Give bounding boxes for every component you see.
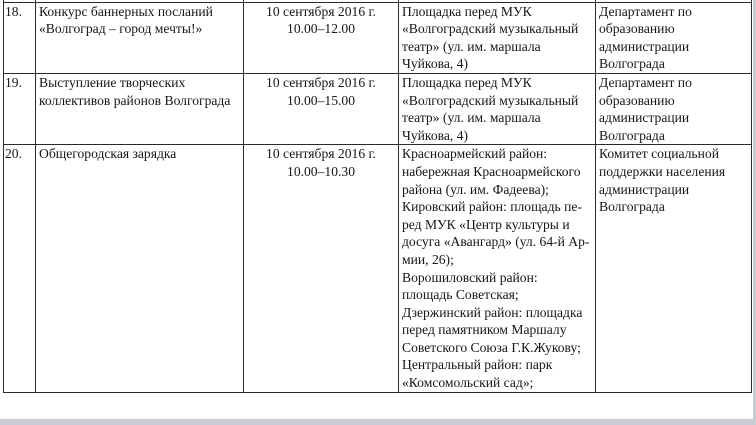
place-cell: Площадка перед МУК «Волгоградский музыкальный театр» (ул. им. маршала Чуйкова, 4) [399, 2, 596, 73]
organizer-cell: Департамент по образованию администрации Волгограда [596, 73, 752, 144]
organizer-cell: Департамент по образованию администрации Волгограда [596, 2, 752, 73]
table-row [4, 2, 752, 73]
place-cell: Площадка перед МУК «Волгоградский музыкальный театр» (ул. им. маршала Чуйкова, 4) [399, 73, 596, 144]
date-cell: 10 сентября 2016 г. 10.00–10.30 [244, 145, 399, 392]
row-number: 20. [4, 145, 36, 392]
events-table [3, 0, 752, 393]
organizer-cell: Комитет социальной поддержки населения администрации Волгограда [596, 145, 752, 392]
row-number: 19. [4, 73, 36, 144]
event-cell: Общегородская зарядка [36, 145, 244, 392]
event-cell: Конкурс баннерных посланий «Волгоград – город мечты!» [36, 2, 244, 73]
schedule-page [3, 0, 751, 393]
table-row [4, 73, 752, 144]
event-cell: Выступление творческих коллективов районов Волгограда [36, 73, 244, 144]
date-cell: 10 сентября 2016 г. 10.00–12.00 [244, 2, 399, 73]
place-cell: Красноармейский район: набережная Красноармейского района (ул. им. Фадеева); Кировский район: площадь пе- ред МУК «Центр культуры и досуга «Авангард» (ул. 64-й Ар- мии, 26); Ворошиловский район: площадь Советская; Дзержинский район: площадка перед памятником Маршалу Советского Союза Г.К.Жукову; Центральный район: парк «Комсомольский сад»; [399, 145, 596, 392]
date-cell: 10 сентября 2016 г. 10.00–15.00 [244, 73, 399, 144]
row-number: 18. [4, 2, 36, 73]
table-row [4, 145, 752, 392]
